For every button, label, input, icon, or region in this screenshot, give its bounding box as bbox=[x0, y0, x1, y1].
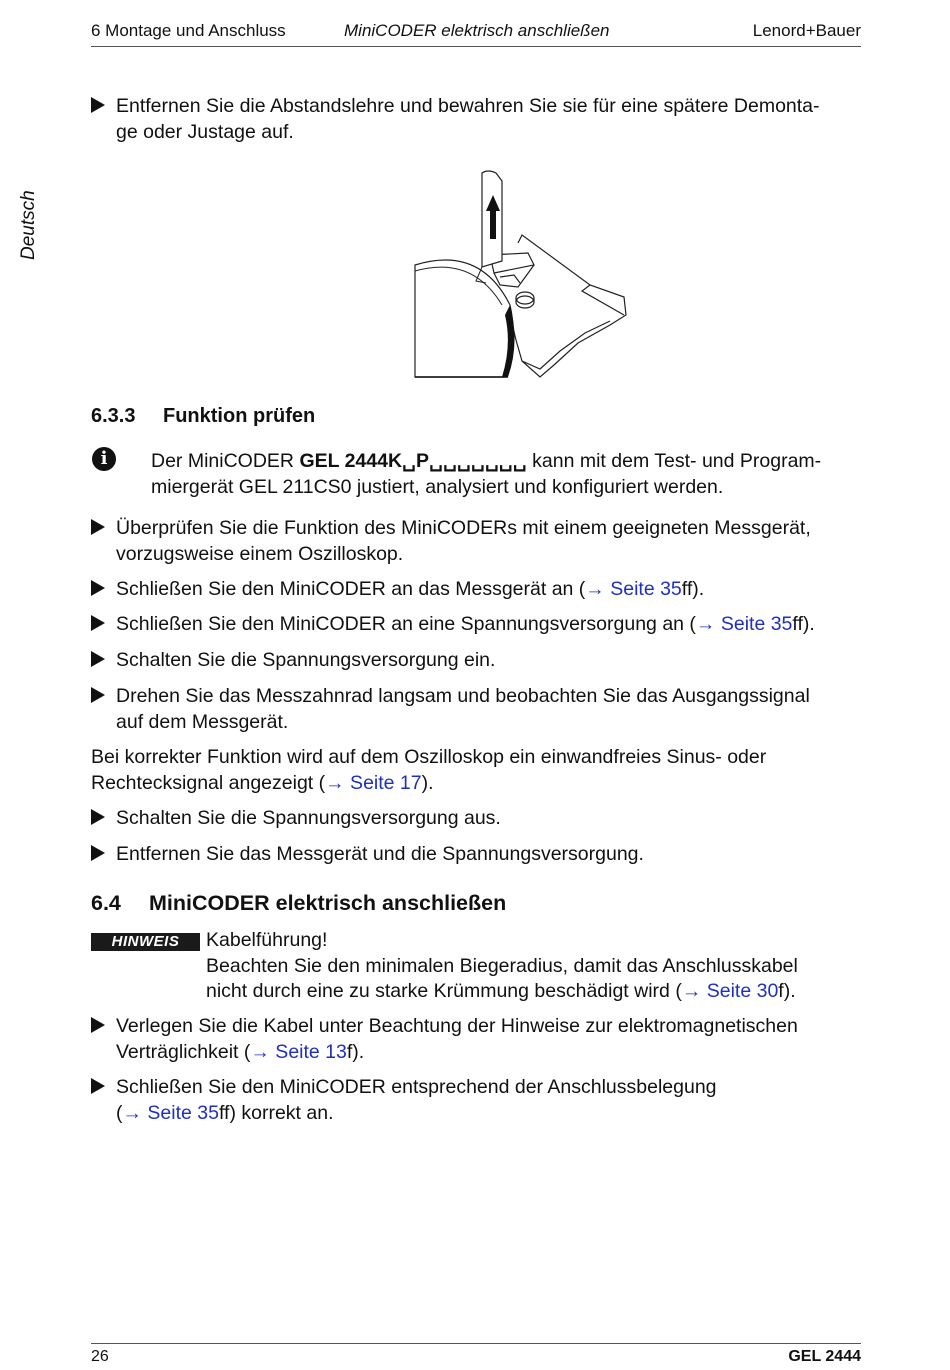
bullet-arrow-icon bbox=[91, 845, 105, 861]
result-line2: Rechtecksignal angezeigt ( bbox=[91, 771, 326, 794]
step-remove-meter bbox=[91, 842, 891, 868]
bullet-arrow-icon bbox=[91, 1078, 105, 1094]
step-connect-minicoder bbox=[91, 1075, 891, 1126]
step-line: Drehen Sie das Messzahnrad langsam und beobachten Sie das Ausgangssignal bbox=[116, 685, 810, 707]
notice-text bbox=[206, 928, 856, 1005]
page-link[interactable]: → Seite 30 bbox=[681, 980, 779, 1002]
info-note-line2: miergerät GEL 211CS0 justiert, analysiert und konfiguriert werden. bbox=[151, 476, 724, 498]
step-line: Schalten Sie die Spannungsversorgung aus. bbox=[116, 807, 501, 829]
step-power-off bbox=[91, 806, 891, 832]
page-link[interactable]: → Seite 13 bbox=[250, 1040, 347, 1063]
step-line: ( bbox=[116, 1101, 123, 1124]
bullet-arrow-icon bbox=[91, 651, 105, 667]
step-rotate-gear bbox=[91, 684, 891, 735]
bullet-arrow-icon bbox=[91, 519, 105, 535]
step-line: Verlegen Sie die Kabel unter Beachtung der Hinweise zur elektromagnetischen bbox=[116, 1015, 798, 1037]
removal-gauge-figure bbox=[410, 165, 635, 380]
notice-suffix: f). bbox=[778, 980, 796, 1002]
step-suffix: ff) korrekt an. bbox=[218, 1101, 334, 1124]
step-connect-power bbox=[91, 612, 891, 638]
page-number: 26 bbox=[91, 1348, 109, 1365]
page-link[interactable]: → Seite 35 bbox=[585, 578, 682, 600]
step-line: auf dem Messgerät. bbox=[116, 710, 289, 733]
step-suffix: ff). bbox=[681, 578, 705, 600]
notice-title: Kabelführung! bbox=[206, 929, 328, 951]
result-suffix: ). bbox=[421, 771, 434, 794]
step-line: Verträglichkeit ( bbox=[116, 1040, 251, 1063]
info-note-pre: Der MiniCODER bbox=[151, 450, 300, 472]
section-title: MiniCODER elektrisch anschließen bbox=[149, 891, 507, 915]
info-icon: i bbox=[92, 447, 116, 471]
info-note-post: kann mit dem Test- und Program- bbox=[526, 450, 822, 472]
step-lay-cables bbox=[91, 1014, 891, 1065]
step-line: Schalten Sie die Spannungsversorgung ein. bbox=[116, 649, 496, 671]
step-line: Entfernen Sie das Messgerät und die Spannungsversorgung. bbox=[116, 843, 644, 865]
step-line: Schließen Sie den MiniCODER an eine Spannungsversorgung an ( bbox=[116, 613, 696, 635]
step-suffix: f). bbox=[346, 1040, 365, 1063]
header-rule bbox=[91, 46, 861, 47]
header-section: MiniCODER elektrisch anschließen bbox=[344, 21, 610, 40]
section-number: 6.3.3 bbox=[91, 405, 136, 427]
notice-badge: HINWEIS bbox=[91, 933, 200, 951]
info-note bbox=[151, 448, 851, 500]
step-line: Überprüfen Sie die Funktion des MiniCODERs mit einem geeigneten Messgerät, bbox=[116, 517, 811, 539]
section-heading-6-3-3 bbox=[91, 404, 315, 428]
bullet-arrow-icon bbox=[91, 1017, 105, 1033]
product-code: GEL 2444K␣P␣␣␣␣␣␣␣ bbox=[299, 450, 527, 472]
step-connect-meter bbox=[91, 577, 891, 603]
result-line1: Bei korrekter Funktion wird auf dem Oszilloskop ein einwandfreies Sinus- oder bbox=[91, 746, 767, 768]
bullet-arrow-icon bbox=[91, 580, 105, 596]
step-power-on bbox=[91, 648, 891, 674]
step-suffix: ff). bbox=[792, 613, 815, 635]
bullet-arrow-icon bbox=[91, 687, 105, 703]
bullet-arrow-icon bbox=[91, 615, 105, 631]
language-side-tab: Deutsch bbox=[18, 190, 39, 260]
step-line: vorzugsweise einem Oszilloskop. bbox=[116, 542, 404, 565]
page-link[interactable]: → Seite 35 bbox=[695, 613, 793, 635]
intro-step-line2: ge oder Justage auf. bbox=[116, 120, 294, 143]
bullet-arrow-icon bbox=[91, 97, 105, 113]
step-check-function bbox=[91, 516, 891, 567]
intro-step-line1: Entfernen Sie die Abstandslehre und bewahren Sie sie für eine spätere Demonta- bbox=[116, 95, 820, 117]
section-title: Funktion prüfen bbox=[163, 405, 316, 427]
bullet-arrow-icon bbox=[91, 809, 105, 825]
step-line: Schließen Sie den MiniCODER an das Messgerät an ( bbox=[116, 578, 586, 600]
section-heading-6-4 bbox=[91, 890, 506, 916]
result-paragraph bbox=[91, 745, 866, 796]
step-line: Schließen Sie den MiniCODER entsprechend der Anschlussbelegung bbox=[116, 1076, 717, 1098]
header-chapter: 6 Montage und Anschluss bbox=[91, 21, 286, 40]
intro-step bbox=[91, 94, 891, 145]
section-number: 6.4 bbox=[91, 891, 121, 915]
product-name: GEL 2444 bbox=[788, 1348, 861, 1365]
footer-rule bbox=[91, 1343, 861, 1344]
header-company: Lenord+Bauer bbox=[752, 21, 861, 40]
notice-line: Beachten Sie den minimalen Biegeradius, damit das Anschlusskabel bbox=[206, 954, 798, 977]
page-link[interactable]: → Seite 17 bbox=[325, 771, 422, 794]
page-link[interactable]: → Seite 35 bbox=[122, 1101, 219, 1124]
notice-line: nicht durch eine zu starke Krümmung beschädigt wird ( bbox=[206, 980, 682, 1002]
